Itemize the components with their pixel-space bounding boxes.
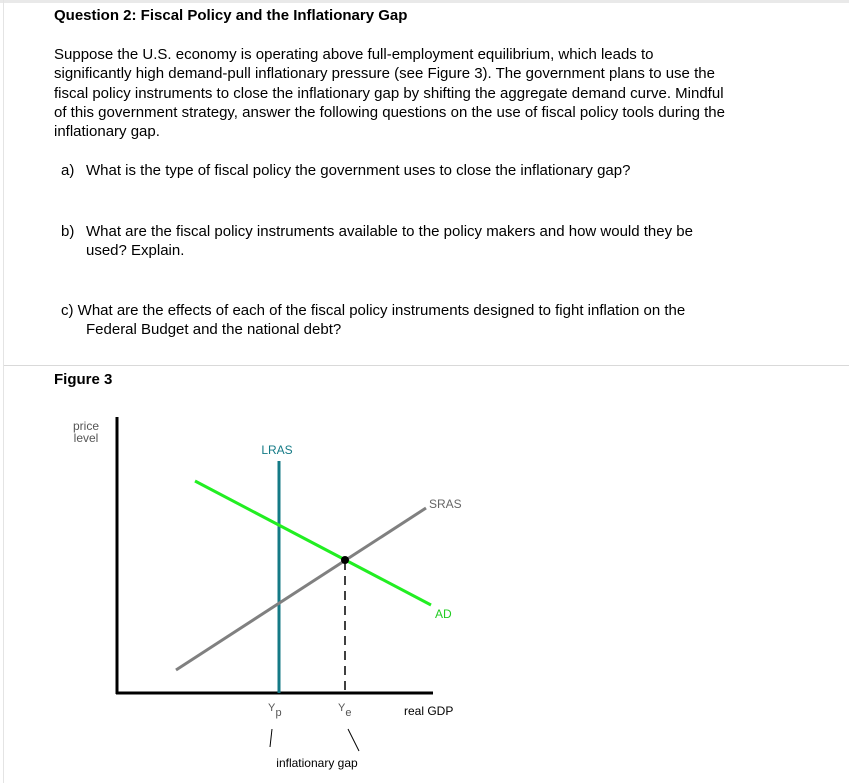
part-a-text: What is the type of fiscal policy the government uses to close the inflationary gap? bbox=[86, 162, 631, 179]
part-b-prefix: b) bbox=[61, 223, 75, 240]
y-axis-label: level bbox=[73, 431, 99, 445]
sras-curve bbox=[176, 508, 426, 670]
ad-curve bbox=[195, 481, 431, 605]
inflationary-gap-label: inflationary gap bbox=[276, 756, 358, 770]
gap-pointer-right bbox=[348, 729, 359, 751]
part-c-text: c) What are the effects of each of the fiscal policy instruments designed to fight inflation on the bbox=[61, 302, 686, 319]
part-c-text: Federal Budget and the national debt? bbox=[86, 321, 342, 339]
lras-label: LRAS bbox=[261, 443, 293, 457]
intro-line: inflationary gap. bbox=[54, 123, 160, 141]
yp-label: Yp bbox=[268, 702, 282, 719]
figure-title: Figure 3 bbox=[54, 371, 113, 388]
intro-line: fiscal policy instruments to close the inflationary gap by shifting the aggregate demand curve. Mindful bbox=[54, 84, 724, 102]
intro-line: Suppose the U.S. economy is operating above full-employment equilibrium, which leads to bbox=[54, 46, 654, 63]
question-part-b bbox=[61, 222, 781, 261]
question-part-a bbox=[61, 161, 781, 180]
question-part-c bbox=[61, 301, 781, 340]
x-axis-label: real GDP bbox=[404, 704, 454, 718]
section-divider bbox=[4, 365, 849, 366]
sras-label: SRAS bbox=[429, 497, 462, 511]
equilibrium-point bbox=[341, 556, 349, 564]
ad-as-graph bbox=[0, 395, 849, 783]
y-axis-label: price bbox=[72, 419, 100, 433]
part-a-prefix: a) bbox=[61, 162, 75, 179]
question-title: Question 2: Fiscal Policy and the Inflationary Gap bbox=[54, 7, 408, 24]
intro-line: significantly high demand-pull inflationary pressure (see Figure 3). The government plans to use the bbox=[54, 65, 715, 83]
part-b-text: What are the fiscal policy instruments available to the policy makers and how would they be bbox=[86, 223, 693, 240]
ye-label: Ye bbox=[338, 702, 352, 719]
gap-pointer-left bbox=[270, 729, 272, 747]
question-intro bbox=[54, 45, 824, 141]
part-b-text: used? Explain. bbox=[86, 242, 185, 260]
ad-label: AD bbox=[435, 607, 452, 621]
intro-line: of this government strategy, answer the following questions on the use of fiscal policy tools during the bbox=[54, 103, 725, 121]
top-border bbox=[0, 0, 849, 3]
